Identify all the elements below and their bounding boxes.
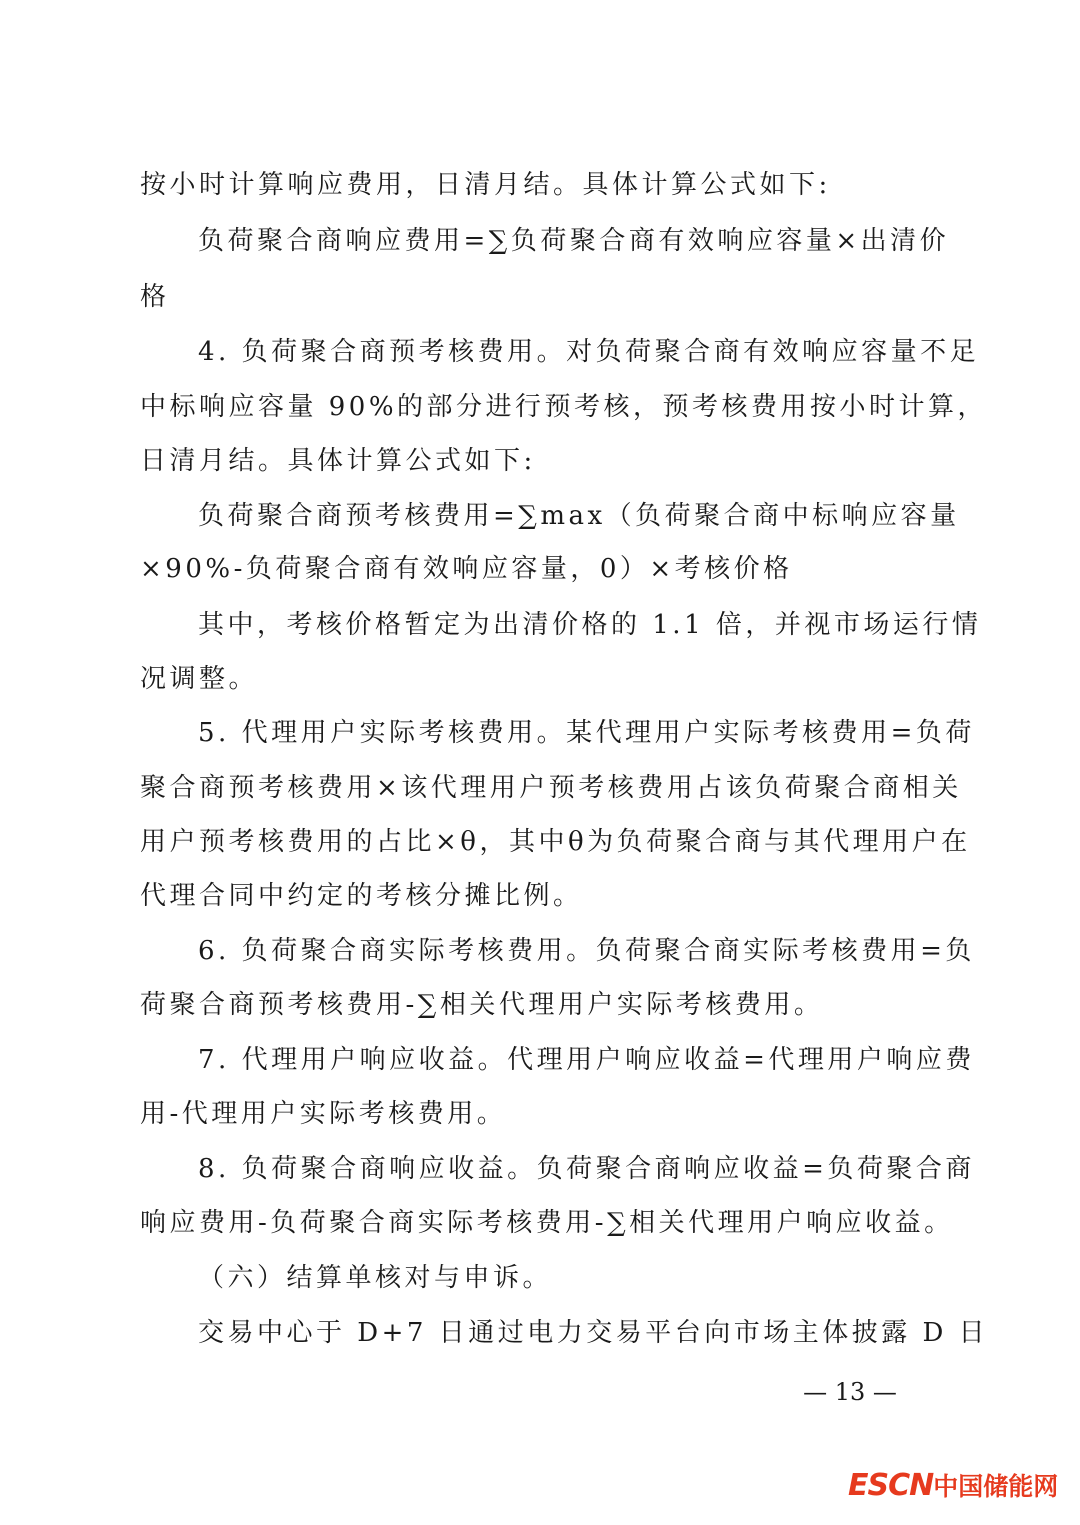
body-line: 聚合商预考核费用×该代理用户预考核费用占该负荷聚合商相关 [140, 773, 962, 803]
escn-watermark-logo [848, 1466, 1058, 1506]
body-line: 响应费用-负荷聚合商实际考核费用-∑相关代理用户响应收益。 [140, 1208, 954, 1238]
body-line: 代理合同中约定的考核分摊比例。 [140, 881, 583, 911]
section-item-7: 7. 代理用户响应收益。代理用户响应收益=代理用户响应费 [198, 1045, 975, 1075]
section-item-8: 8. 负荷聚合商响应收益。负荷聚合商响应收益=负荷聚合商 [198, 1154, 975, 1184]
body-line: 荷聚合商预考核费用-∑相关代理用户实际考核费用。 [140, 990, 824, 1020]
section-item-4: 4. 负荷聚合商预考核费用。对负荷聚合商有效响应容量不足 [198, 337, 980, 367]
body-line: 交易中心于 D+7 日通过电力交易平台向市场主体披露 D 日 [198, 1318, 989, 1348]
body-line: 按小时计算响应费用，日清月结。具体计算公式如下: [140, 170, 831, 200]
body-line: 用-代理用户实际考核费用。 [140, 1099, 507, 1129]
section-heading: （六）结算单核对与申诉。 [198, 1263, 553, 1293]
body-line: 其中，考核价格暂定为出清价格的 1.1 倍，并视市场运行情 [198, 610, 982, 640]
watermark-cjk: 中国储能网 [933, 1472, 1059, 1501]
page-number: — 13 — [803, 1378, 897, 1406]
body-line: 中标响应容量 90%的部分进行预考核，预考核费用按小时计算， [140, 392, 988, 422]
body-line: 日清月结。具体计算公式如下: [140, 446, 536, 476]
body-line: 况调整。 [140, 664, 259, 694]
formula-line: 负荷聚合商响应费用=∑负荷聚合商有效响应容量×出清价 [198, 226, 950, 256]
section-item-6: 6. 负荷聚合商实际考核费用。负荷聚合商实际考核费用=负 [198, 936, 975, 966]
formula-line: ×90%-负荷聚合商有效响应容量，0）×考核价格 [140, 554, 793, 584]
body-line: 用户预考核费用的占比×θ，其中θ为负荷聚合商与其代理用户在 [140, 827, 971, 857]
watermark-latin: ESCN [848, 1468, 934, 1503]
section-item-5: 5. 代理用户实际考核费用。某代理用户实际考核费用=负荷 [198, 718, 975, 748]
body-line: 格 [140, 282, 170, 312]
formula-line: 负荷聚合商预考核费用=∑max（负荷聚合商中标响应容量 [198, 501, 960, 531]
